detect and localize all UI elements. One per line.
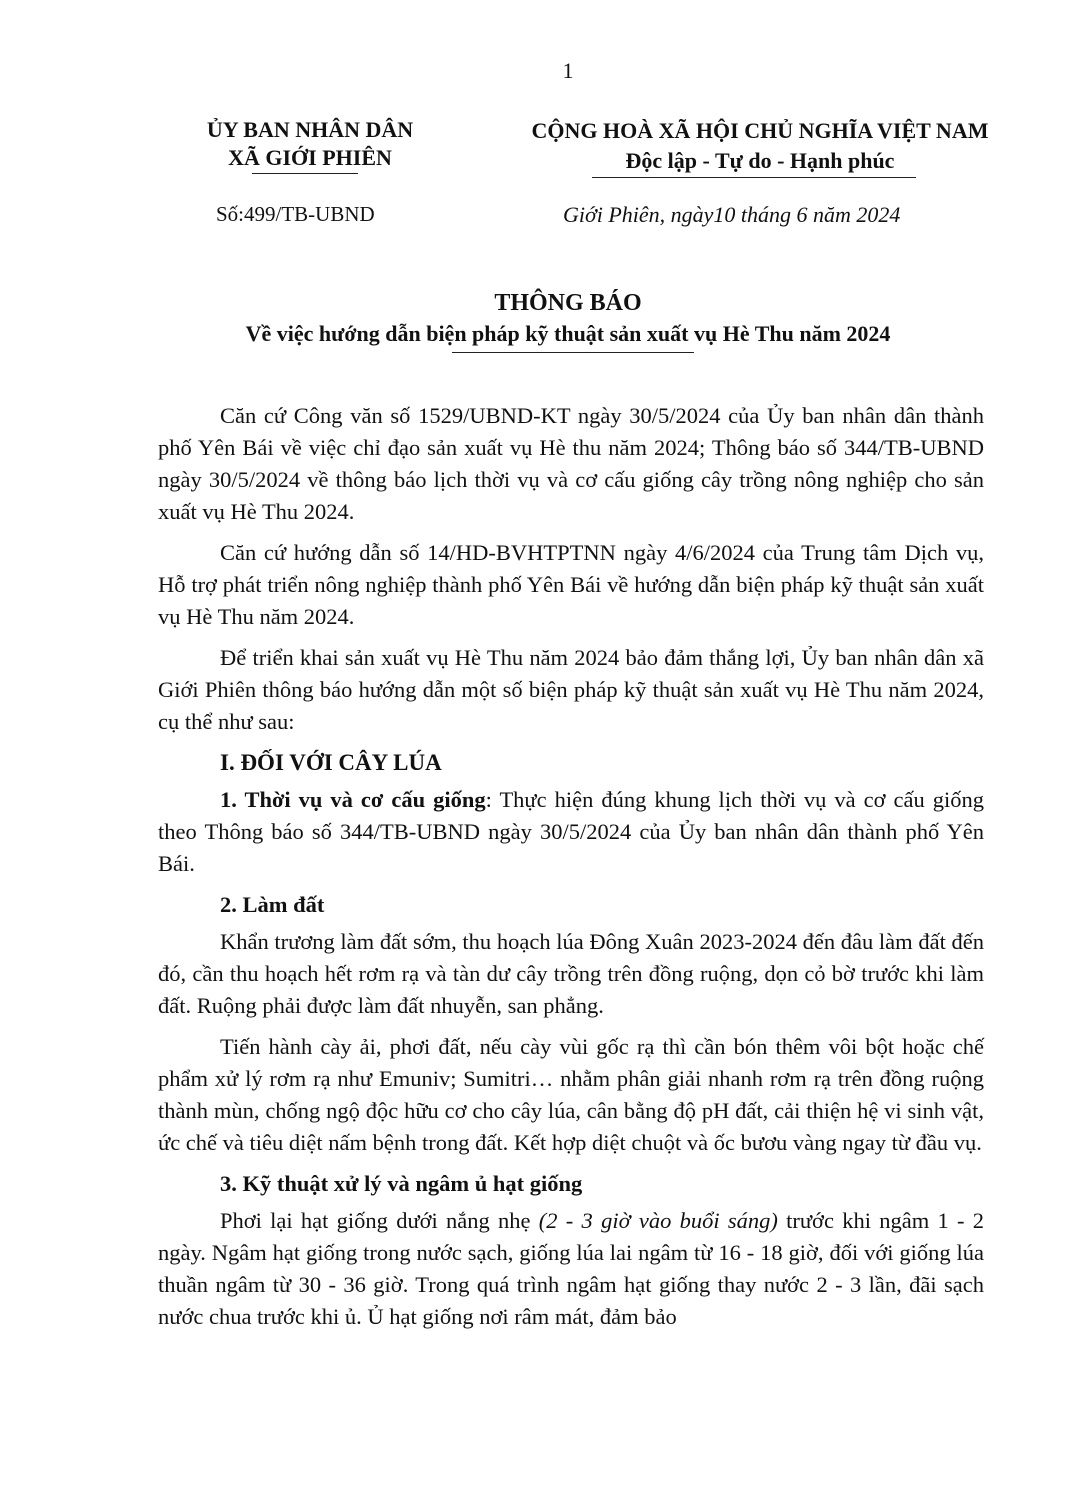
issuer-underline xyxy=(252,173,358,174)
national-title: CỘNG HOÀ XÃ HỘI CHỦ NGHĨA VIỆT NAM xyxy=(531,118,989,143)
paragraph-intro: Để triển khai sản xuất vụ Hè Thu năm 2024 bảo đảm thắng lợi, Ủy ban nhân dân xã Giới Phiên thông báo hướng dẫn một số biện pháp kỹ thuật sản xuất vụ Hè Thu năm 2024, cụ thể như sau: xyxy=(158,645,984,734)
document-body xyxy=(158,400,984,1342)
season-structure-text: : Thực hiện đúng khung lịch thời vụ và cơ cấu giống theo Thông báo số 344/TB-UBND ngày 30/5/2024 của Ủy ban nhân dân thành phố Yên Bái. xyxy=(158,787,984,876)
subtitle-underline xyxy=(452,352,694,353)
document-number: Số:499/TB-UBND xyxy=(216,202,375,226)
seed-text-rest: trước khi ngâm 1 - 2 ngày. Ngâm hạt giống trong nước sạch, giống lúa lai ngâm từ 16 - 18 giờ, đối với giống lúa thuần ngâm từ 30 - 36 giờ. Trong quá trình ngâm hạt giống thay nước 2 - 3 lần, đãi sạch nước chua trước khi ủ. Ủ hạt giống nơi râm mát, đảm bảo xyxy=(158,1208,984,1329)
seed-text-italic: (2 - 3 giờ vào buổi sáng) xyxy=(538,1208,778,1233)
issuer-line-2: XÃ GIỚI PHIÊN xyxy=(228,145,392,170)
issuer-header xyxy=(170,116,450,172)
paragraph-legal-basis-1: Căn cứ Công văn số 1529/UBND-KT ngày 30/5/2024 của Ủy ban nhân dân thành phố Yên Bái về việc chỉ đạo sản xuất vụ Hè thu năm 2024; Thông báo số 344/TB-UBND ngày 30/5/2024 về thông báo lịch thời vụ và cơ cấu giống cây trồng nông nghiệp cho sản xuất vụ Hè Thu 2024. xyxy=(158,403,984,524)
subsection-heading-season: 1. Thời vụ và cơ cấu giống xyxy=(220,787,486,812)
issuer-line-1: ỦY BAN NHÂN DÂN xyxy=(206,117,414,142)
paragraph-seed xyxy=(158,1205,984,1333)
national-header xyxy=(500,116,1020,176)
document-subtitle: Về việc hướng dẫn biện pháp kỹ thuật sản xuất vụ Hè Thu năm 2024 xyxy=(245,321,891,346)
page-number: 1 xyxy=(562,58,574,83)
paragraph-season-structure xyxy=(158,784,984,880)
paragraph-soil-1: Khẩn trương làm đất sớm, thu hoạch lúa Đông Xuân 2023-2024 đến đâu làm đất đến đó, cần thu hoạch hết rơm rạ và tàn dư cây trồng trên đồng ruộng, dọn cỏ bờ trước khi làm đất. Ruộng phải được làm đất nhuyễn, san phẳng. xyxy=(158,929,984,1018)
section-heading-rice: I. ĐỐI VỚI CÂY LÚA xyxy=(220,750,442,775)
paragraph-soil-2: Tiến hành cày ải, phơi đất, nếu cày vùi gốc rạ thì cần bón thêm vôi bột hoặc chế phẩm xử lý rơm rạ như Emuniv; Sumitri… nhằm phân giải nhanh rơm rạ trên đồng ruộng thành mùn, chống ngộ độc hữu cơ cho cây lúa, cân bằng độ pH đất, cải thiện hệ vi sinh vật, ức chế và tiêu diệt nấm bệnh trong đất. Kết hợp diệt chuột và ốc bươu vàng ngay từ đầu vụ. xyxy=(158,1034,984,1155)
national-motto: Độc lập - Tự do - Hạnh phúc xyxy=(625,148,895,173)
subsection-heading-seed: 3. Kỹ thuật xử lý và ngâm ủ hạt giống xyxy=(220,1171,583,1196)
paragraph-legal-basis-2: Căn cứ hướng dẫn số 14/HD-BVHTPTNN ngày 4/6/2024 của Trung tâm Dịch vụ, Hỗ trợ phát triển nông nghiệp thành phố Yên Bái về hướng dẫn biện pháp kỹ thuật sản xuất vụ Hè Thu năm 2024. xyxy=(158,540,984,629)
seed-text-start: Phơi lại hạt giống dưới nắng nhẹ xyxy=(220,1208,539,1233)
document-date: Giới Phiên, ngày10 tháng 6 năm 2024 xyxy=(563,202,901,227)
document-title: THÔNG BÁO xyxy=(494,290,642,316)
subsection-heading-soil: 2. Làm đất xyxy=(220,892,325,917)
motto-underline xyxy=(592,177,916,178)
